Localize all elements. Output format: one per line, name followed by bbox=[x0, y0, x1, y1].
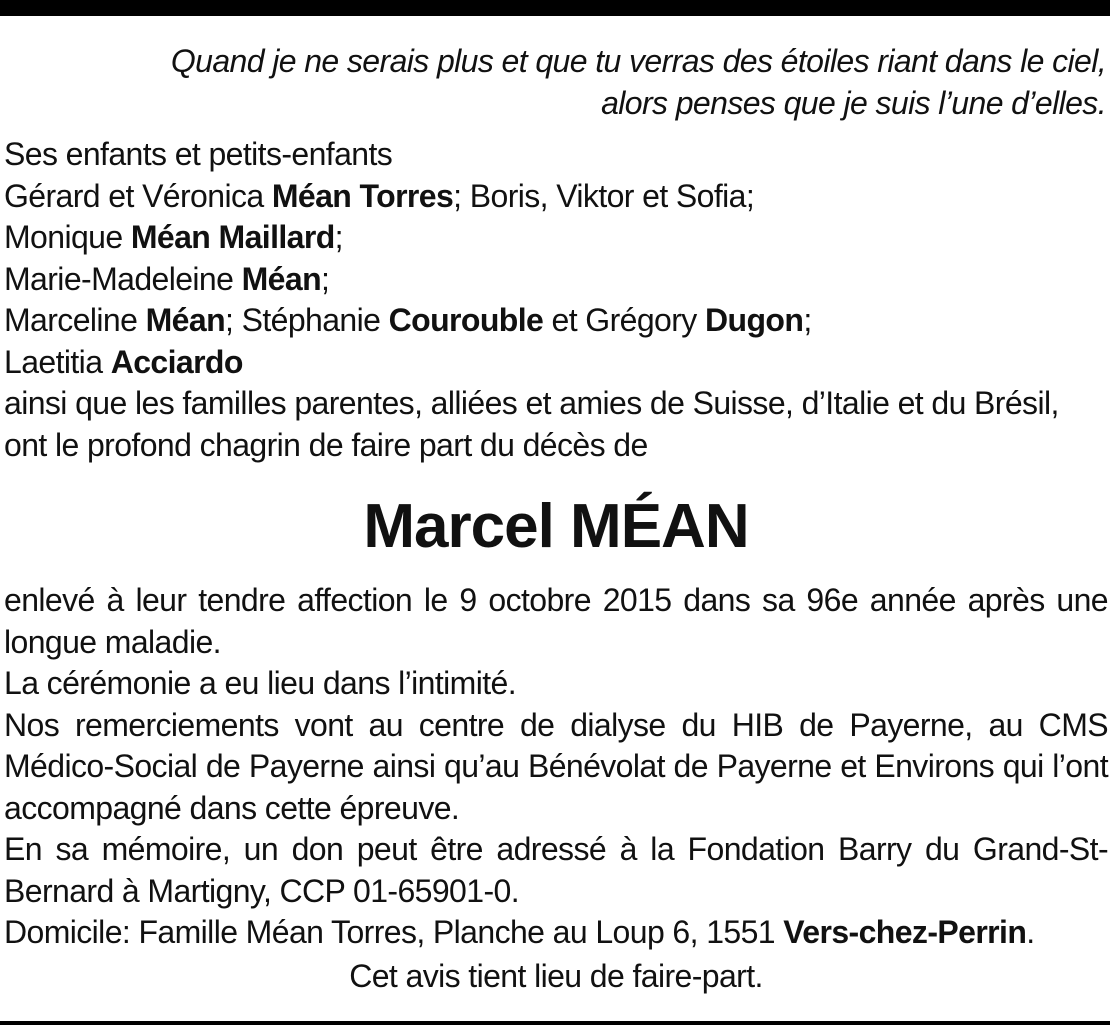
family-intro: Ses enfants et petits-enfants bbox=[4, 136, 393, 172]
given-names: ; Stéphanie bbox=[225, 302, 389, 338]
surname: Méan Maillard bbox=[130, 219, 335, 255]
announcement: ont le profond chagrin de faire part du décès de bbox=[4, 426, 648, 463]
family-list bbox=[4, 134, 1108, 466]
family-line-3 bbox=[4, 259, 1108, 301]
surname: Méan Torres bbox=[271, 177, 454, 214]
death-details: enlevé à leur tendre affection le 9 octobre 2015 dans sa 96e année après une longue maladie. bbox=[4, 582, 1108, 660]
top-border-rule bbox=[0, 0, 1110, 16]
family-line-2 bbox=[4, 217, 1108, 259]
domicile-period: . bbox=[1026, 914, 1035, 950]
line-rest: ; bbox=[334, 219, 343, 255]
quote-line-2: alors penses que je suis l’une d’elles. bbox=[601, 85, 1106, 121]
family-line-1 bbox=[4, 176, 1108, 218]
domicile-address: Domicile: Famille Méan Torres, Planche au Loup 6, 1551 bbox=[4, 914, 784, 950]
line-rest: ; bbox=[803, 302, 812, 338]
ceremony-info: La cérémonie a eu lieu dans l’intimité. bbox=[4, 665, 517, 701]
given-names: Marie-Madeleine bbox=[4, 260, 242, 297]
deceased-name: Marcel MÉAN bbox=[363, 492, 749, 561]
bottom-border-rule bbox=[0, 1021, 1110, 1025]
given-names: et Grégory bbox=[543, 302, 705, 338]
surname: Méan bbox=[145, 302, 226, 338]
surname: Acciardo bbox=[110, 343, 243, 380]
given-names: Marceline bbox=[4, 302, 146, 338]
line-rest: ; Boris, Viktor et Sofia; bbox=[453, 177, 755, 214]
given-names: Laetitia bbox=[4, 343, 111, 380]
surname: Dugon bbox=[705, 302, 804, 338]
notice-details bbox=[4, 580, 1108, 954]
given-names: Monique bbox=[4, 219, 131, 255]
epigraph-quote bbox=[4, 40, 1108, 124]
line-rest: ; bbox=[321, 260, 330, 297]
domicile-info bbox=[4, 912, 1108, 954]
closing-note: Cet avis tient lieu de faire-part. bbox=[349, 957, 763, 994]
given-names: Gérard et Véronica bbox=[4, 177, 272, 214]
surname: Courouble bbox=[388, 302, 544, 338]
donation-info: En sa mémoire, un don peut être adressé à la Fondation Barry du Grand-St-Bernard à Martigny, CCP 01-65901-0. bbox=[4, 831, 1108, 909]
family-line-5 bbox=[4, 342, 1108, 384]
quote-line-1: Quand je ne serais plus et que tu verras des étoiles riant dans le ciel, bbox=[170, 43, 1106, 79]
surname: Méan bbox=[241, 260, 322, 297]
thanks-paragraph: Nos remerciements vont au centre de dialyse du HIB de Payerne, au CMS Médico-Social de Payerne ainsi qu’au Bénévolat de Payerne et Environs qui l’ont accompagné dans cette épreuve. bbox=[4, 706, 1108, 826]
extended-families: ainsi que les familles parentes, alliées et amies de Suisse, d’Italie et du Brésil, bbox=[4, 385, 1059, 421]
domicile-town: Vers-chez-Perrin bbox=[783, 914, 1027, 950]
obituary-notice bbox=[4, 40, 1108, 997]
family-line-4 bbox=[4, 300, 1108, 342]
